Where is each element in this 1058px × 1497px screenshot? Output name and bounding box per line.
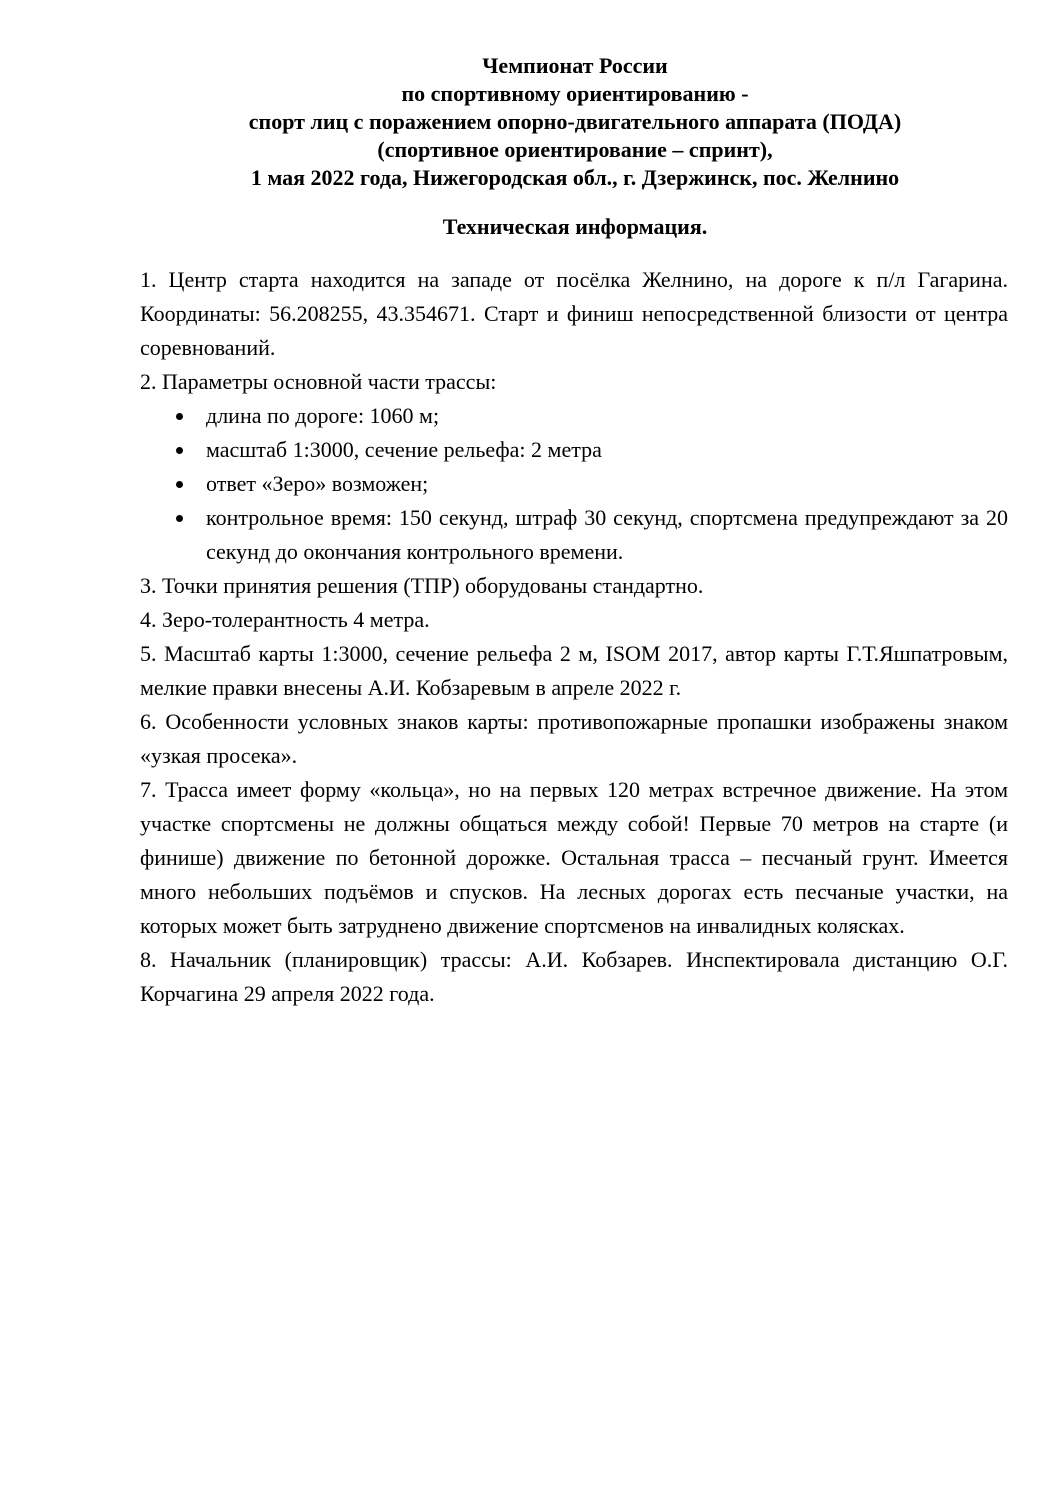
item-6-map-symbols: 6. Особенности условных знаков карты: противопожарные пропашки изображены знаком «узкая просека».	[140, 709, 1008, 768]
header-line-format: (спортивное ориентирование – спринт),	[377, 137, 773, 162]
list-item-length: длина по дороге: 1060 м;	[206, 399, 1008, 433]
item-2-course-params: 2. Параметры основной части трассы:	[140, 369, 497, 394]
item-4-zero-tolerance: 4. Зеро-толерантность 4 метра.	[140, 607, 430, 632]
item-3-decision-points: 3. Точки принятия решения (ТПР) оборудованы стандартно.	[140, 573, 704, 598]
section-title: Техническая информация.	[442, 214, 708, 239]
item-8-course-planner: 8. Начальник (планировщик) трассы: А.И. Кобзарев. Инспектировала дистанцию О.Г. Корчагина 29 апреля 2022 года.	[140, 947, 1008, 1006]
header-line-championship: Чемпионат России	[482, 53, 668, 78]
header-line-category: спорт лиц с поражением опорно-двигательного аппарата (ПОДА)	[248, 109, 902, 134]
item-1-start-center: 1. Центр старта находится на западе от посёлка Желнино, на дороге к п/л Гагарина. Координаты: 56.208255, 43.354671. Старт и финиш непосредственной близости от центра соревнований.	[140, 267, 1008, 360]
course-params-list	[140, 399, 1008, 569]
header-line-date-location: 1 мая 2022 года, Нижегородская обл., г. Дзержинск, пос. Желнино	[250, 165, 900, 190]
document-header	[100, 52, 1050, 192]
list-item-zero-answer: ответ «Зеро» возможен;	[206, 467, 1008, 501]
document-body	[140, 263, 1008, 1011]
header-line-discipline: по спортивному ориентированию -	[401, 81, 749, 106]
item-7-course-shape: 7. Трасса имеет форму «кольца», но на первых 120 метрах встречное движение. На этом участке спортсмены не должны общаться между собой! Первые 70 метров на старте (и финише) движение по бетонной дорожке. Остальная трасса – песчаный грунт. Имеется много небольших подъёмов и спусков. На лесных дорогах есть песчаные участки, на которых может быть затруднено движение спортсменов на инвалидных колясках.	[140, 777, 1008, 938]
list-item-control-time: контрольное время: 150 секунд, штраф 30 секунд, спортсмена предупреждают за 20 секунд до окончания контрольного времени.	[206, 501, 1008, 569]
list-item-scale: масштаб 1:3000, сечение рельефа: 2 метра	[206, 433, 1008, 467]
item-5-map-scale: 5. Масштаб карты 1:3000, сечение рельефа 2 м, ISOM 2017, автор карты Г.Т.Яшпатровым, мелкие правки внесены А.И. Кобзаревым в апреле 2022 г.	[140, 641, 1008, 700]
